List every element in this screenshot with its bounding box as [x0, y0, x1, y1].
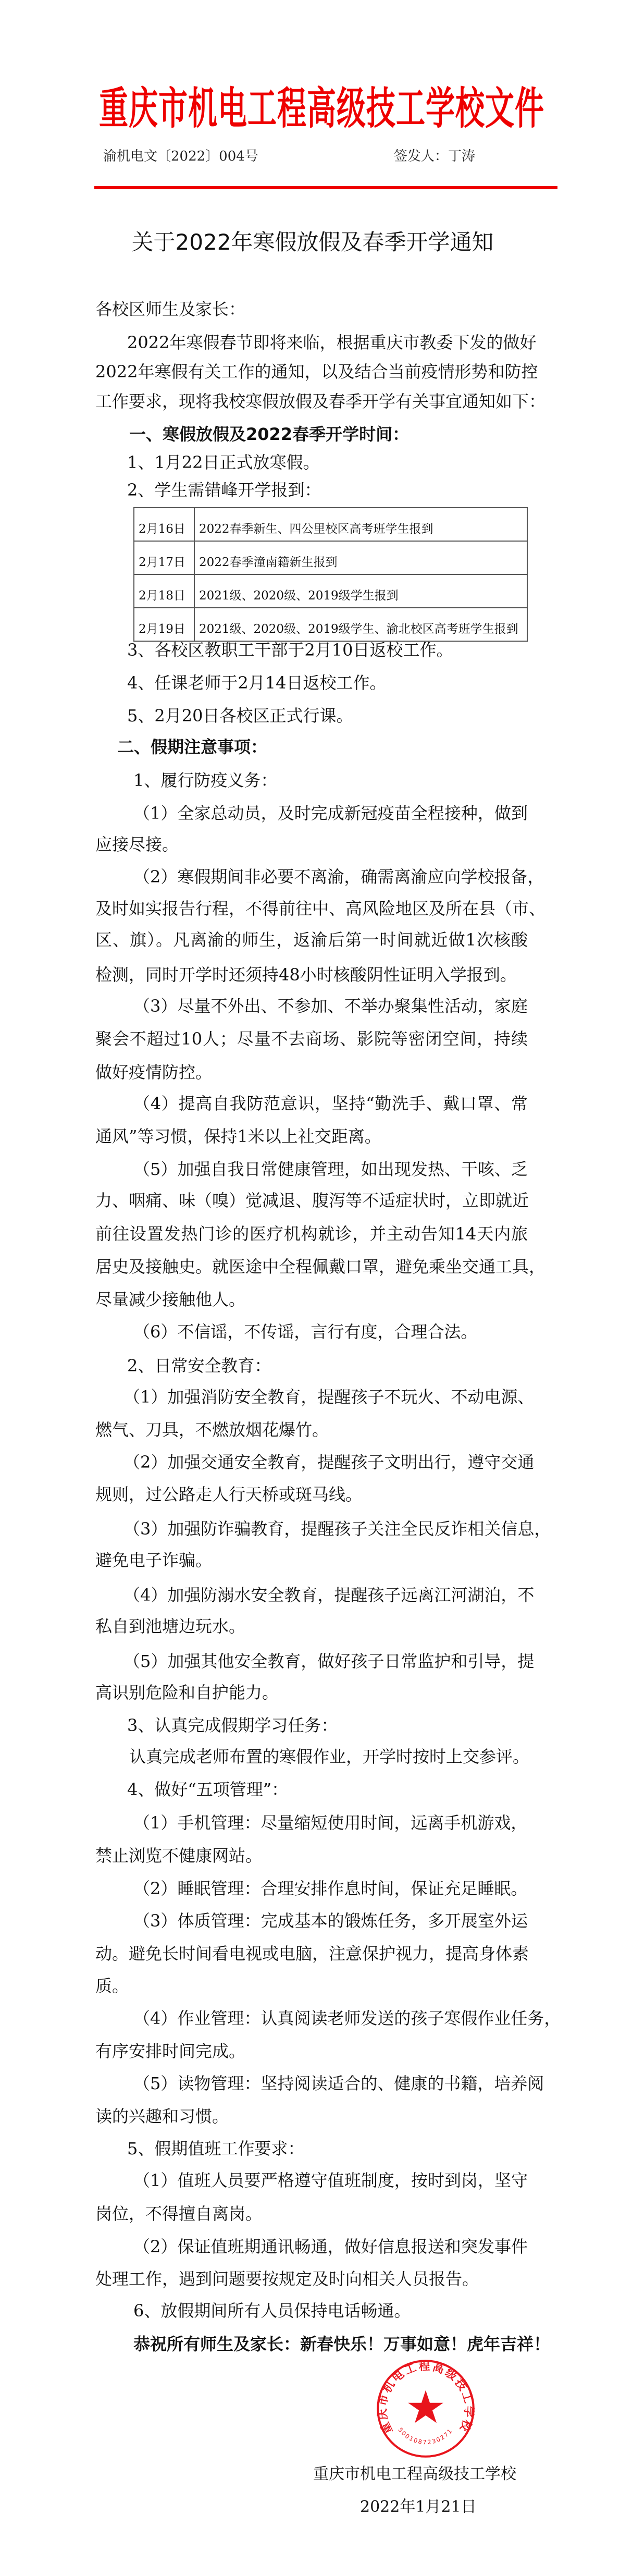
body-text-line: 聚会不超过10人；尽量不去商场、影院等密闭空间，持续	[95, 1029, 528, 1049]
body-text-line: 区、旗）。凡离渝的师生，返渝后第一时间就近做1次核酸	[95, 930, 528, 950]
section-heading: 一、寒假放假及2022春季开学时间：	[129, 424, 410, 444]
issuer: 签发人：丁涛	[394, 149, 476, 164]
schedule-date: 2月16日	[134, 508, 194, 541]
body-text-line: （2）睡眠管理：合理安排作息时间，保证充足睡眠。	[133, 1879, 528, 1898]
body-text-line: 前往设置发热门诊的医疗机构就诊，并主动告知14天内旅	[95, 1224, 528, 1244]
body-text-line: （1）加强消防安全教育，提醒孩子不玩火、不动电源、	[123, 1387, 535, 1407]
body-text-line: 检测，同时开学时还须持48小时核酸阴性证明入学报到。	[95, 965, 517, 985]
schedule-description: 2021级、2020级、2019级学生、渝北校区高考班学生报到	[194, 608, 527, 641]
body-text-line: （4）作业管理：认真阅读老师发送的孩子寒假作业任务，	[133, 2008, 561, 2028]
body-text-line: （2）加强交通安全教育，提醒孩子文明出行，遵守交通	[123, 1452, 535, 1472]
body-text-line: （2）保证值班期通讯畅通，做好信息报送和突发事件	[133, 2237, 528, 2256]
body-text-line: 1、履行防疫义务：	[133, 770, 278, 790]
body-text-line: 质。	[95, 1976, 129, 1996]
body-text-line: 1、1月22日正式放寒假。	[127, 452, 320, 472]
header-divider	[94, 186, 557, 189]
body-text-line: 处理工作，遇到问题要按规定及时向相关人员报告。	[95, 2269, 479, 2289]
seal-star-icon	[408, 2390, 443, 2423]
body-text-line: （5）加强其他安全教育，做好孩子日常监护和引导，提	[123, 1651, 535, 1671]
notice-title: 关于2022年寒假放假及春季开学通知	[131, 229, 494, 255]
section-heading: 恭祝所有师生及家长：新春快乐！万事如意！虎年吉祥！	[133, 2334, 551, 2354]
schedule-row	[134, 608, 527, 641]
body-text-line: （3）体质管理：完成基本的锻炼任务，多开展室外运	[133, 1911, 528, 1931]
schedule-date: 2月17日	[134, 541, 194, 574]
document-number: 渝机电文〔2022〕004号	[103, 149, 258, 164]
body-text-line: 3、认真完成假期学习任务：	[127, 1715, 338, 1735]
body-text-line: 2、日常安全教育：	[127, 1356, 271, 1376]
body-text-line: （1）手机管理：尽量缩短使用时间，远离手机游戏，	[133, 1813, 528, 1833]
body-text-line: 2、学生需错峰开学报到：	[127, 480, 321, 500]
body-text-line: 动。避免长时间看电视或电脑，注意保护视力，提高身体素	[95, 1944, 529, 1964]
body-text-line: （1）值班人员要严格遵守值班制度，按时到岗，坚守	[133, 2170, 528, 2190]
body-text-line: （2）寒假期间非必要不离渝，确需离渝应向学校报备，	[133, 867, 544, 887]
schedule-description: 2022春季潼南籍新生报到	[194, 541, 527, 574]
schedule-description: 2022春季新生、四公里校区高考班学生报到	[194, 508, 527, 541]
body-text-line: 工作要求，现将我校寒假放假及春季开学有关事宜通知如下：	[95, 391, 546, 411]
body-text-line: 4、做好“五项管理”：	[127, 1780, 289, 1799]
body-text-line: 2022年寒假春节即将来临，根据重庆市教委下发的做好	[127, 333, 537, 352]
body-text-line: 规则，过公路走人行天桥或斑马线。	[95, 1485, 363, 1504]
body-text-line: （5）读物管理：坚持阅读适合的、健康的书籍，培养阅	[133, 2074, 544, 2093]
body-text-line: 各校区师生及家长：	[95, 299, 246, 319]
body-text-line: 6、放假期间所有人员保持电话畅通。	[133, 2301, 411, 2321]
official-seal-stamp	[376, 2359, 475, 2458]
body-text-line: 及时如实报告行程，不得前往中、高风险地区及所在县（市、	[95, 899, 546, 918]
body-text-line: 5、假期值班工作要求：	[127, 2139, 305, 2158]
body-text-line: 3、各校区教职工干部于2月10日返校工作。	[127, 640, 453, 660]
schedule-date: 2月19日	[134, 608, 194, 641]
schedule-row	[134, 574, 527, 608]
body-text-line: 尽量减少接触他人。	[95, 1290, 246, 1309]
schedule-row	[134, 508, 527, 541]
signature-date: 2022年1月21日	[360, 2498, 477, 2516]
body-text-line: （3）尽量不外出、不参加、不举办聚集性活动，家庭	[133, 996, 528, 1016]
registration-schedule-table	[133, 507, 528, 642]
body-text-line: （4）提高自我防范意识，坚持“勤洗手、戴口罩、常	[133, 1094, 528, 1113]
body-text-line: 高识别危险和自护能力。	[95, 1683, 279, 1702]
body-text-line: （1）全家总动员，及时完成新冠疫苗全程接种，做到	[133, 803, 528, 823]
schedule-date: 2月18日	[134, 574, 194, 608]
body-text-line: 私自到池塘边玩水。	[95, 1616, 246, 1636]
body-text-line: 应接尽接。	[95, 835, 179, 854]
body-text-line: 做好疫情防控。	[95, 1062, 213, 1082]
body-text-line: 禁止浏览不健康网站。	[95, 1846, 263, 1866]
body-text-line: 避免电子诈骗。	[95, 1550, 213, 1570]
body-text-line: 4、任课老师于2月14日返校工作。	[127, 673, 387, 693]
body-text-line: 岗位，不得擅自离岗。	[95, 2204, 263, 2224]
body-text-line: （5）加强自我日常健康管理，如出现发热、干咳、乏	[133, 1159, 528, 1179]
body-text-line: 通风”等习惯，保持1米以上社交距离。	[95, 1126, 381, 1146]
body-text-line: 燃气、刀具，不燃放烟花爆竹。	[95, 1420, 329, 1440]
body-text-line: （4）加强防溺水安全教育，提醒孩子远离江河湖泊，不	[123, 1585, 535, 1605]
body-text-line: 认真完成老师布置的寒假作业，开学时按时上交参评。	[129, 1747, 530, 1767]
signature-org: 重庆市机电工程高级技工学校	[313, 2465, 516, 2483]
section-heading: 二、假期注意事项：	[117, 737, 268, 757]
seal-code: 5001087230271	[396, 2426, 454, 2446]
body-text-line: （3）加强防诈骗教育，提醒孩子关注全民反诈相关信息，	[123, 1519, 551, 1539]
body-text-line: 居史及接触史。就医途中全程佩戴口罩，避免乘坐交通工具，	[95, 1257, 546, 1277]
body-text-line: （6）不信谣，不传谣，言行有度，合理合法。	[133, 1322, 478, 1342]
body-text-line: 有序安排时间完成。	[95, 2041, 246, 2061]
document-header-title: 重庆市机电工程高级技工学校文件	[99, 83, 544, 134]
seal-arc-text: 重庆市机电工程高级技工学校	[376, 2360, 475, 2436]
schedule-row	[134, 541, 527, 574]
schedule-description: 2021级、2020级、2019级学生报到	[194, 574, 527, 608]
body-text-line: 读的兴趣和习惯。	[95, 2106, 229, 2126]
body-text-line: 2022年寒假有关工作的通知，以及结合当前疫情形势和防控	[95, 362, 538, 382]
body-text-line: 5、2月20日各校区正式行课。	[127, 706, 353, 726]
body-text-line: 力、咽痛、味（嗅）觉减退、腹泻等不适症状时，立即就近	[95, 1191, 529, 1210]
